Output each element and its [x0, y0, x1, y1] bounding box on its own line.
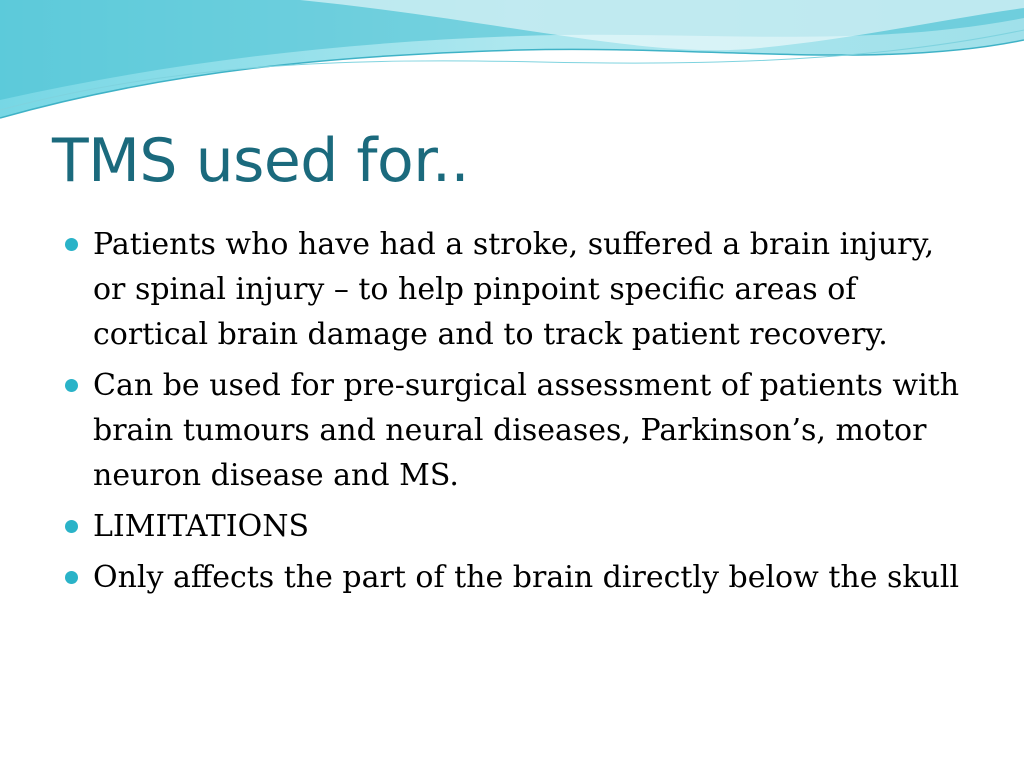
bullet-item [62, 222, 962, 357]
bullet-item [62, 555, 962, 600]
slide-title: TMS used for.. [52, 126, 470, 196]
bullet-dot-icon [65, 520, 78, 533]
bullet-dot-icon [65, 379, 78, 392]
bullet-dot-icon [65, 238, 78, 251]
bullet-item [62, 504, 962, 549]
header-wave-decoration [0, 0, 1024, 130]
bullet-text: LIMITATIONS [93, 509, 309, 544]
bullet-text: Can be used for pre-surgical assessment of patients with brain tumours and neural diseases, Parkinson’s, motor neuron disease and MS. [93, 368, 960, 493]
bullet-list [62, 222, 962, 606]
bullet-dot-icon [65, 571, 78, 584]
bullet-text: Patients who have had a stroke, suffered a brain injury, or spinal injury – to help pinpoint specific areas of cortical brain damage and to track patient recovery. [93, 227, 935, 352]
bullet-text: Only affects the part of the brain directly below the skull [93, 560, 960, 595]
bullet-item [62, 363, 962, 498]
